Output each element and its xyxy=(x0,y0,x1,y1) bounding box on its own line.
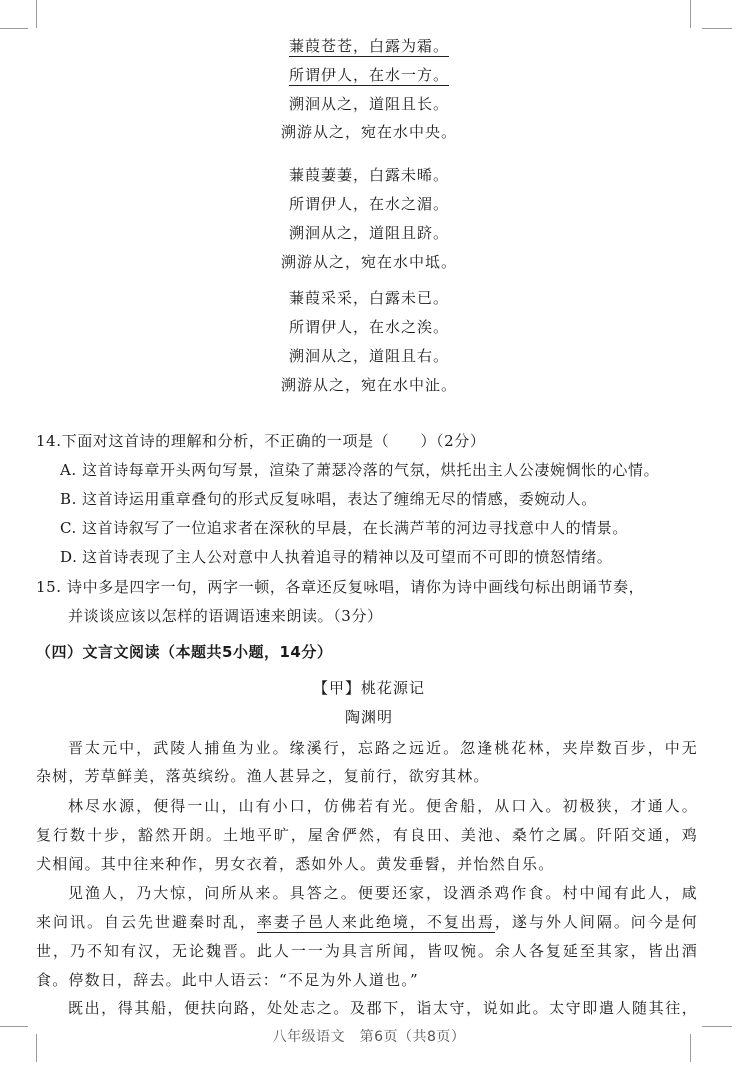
option-b xyxy=(60,489,597,509)
section-heading: （四）文言文阅读（本题共5小题，14分） xyxy=(36,643,333,661)
option-text: 这首诗叙写了一位追求者在深秋的早晨，在长满芦苇的河边寻找意中人的情景。 xyxy=(82,519,629,537)
crop-mark-top-left xyxy=(0,0,40,40)
paragraph-3-line: 见渔人，乃大惊，问所从来。具答之。便要还家，设酒杀鸡作食。村中闻有此人，咸 xyxy=(68,884,698,902)
option-c xyxy=(60,518,628,538)
paragraph-2-line: 复行数十步，豁然开朗。土地平旷，屋舍俨然，有良田、美池、桑竹之属。阡陌交通，鸡 xyxy=(36,826,698,844)
paragraph-1-line: 杂树，芳草鲜美，落英缤纷。渔人甚异之，复前行，欲穷其林。 xyxy=(36,767,490,785)
poem-line xyxy=(0,36,738,56)
passage-author: 陶渊明 xyxy=(344,708,393,726)
paragraph-3-line: 食。停数日，辞去。此中人语云：“不足为外人道也。” xyxy=(36,971,419,989)
poem-line xyxy=(0,65,738,85)
poem-line: 蒹葭采采，白露未已。 xyxy=(288,289,449,307)
paragraph-1-line: 晋太元中，武陵人捕鱼为业。缘溪行，忘路之远近。忽逢桃花林，夹岸数百步，中无 xyxy=(68,739,698,757)
paragraph-3-line: 世，乃不知有汉，无论魏晋。此人一一为具言所闻，皆叹惋。余人各复延至其家，皆出酒 xyxy=(36,942,698,960)
poem-line: 所谓伊人，在水之涘。 xyxy=(288,318,449,336)
text-segment: 来问讯。自云先世避秦时乱， xyxy=(36,913,257,931)
poem-line: 溯洄从之，道阻且右。 xyxy=(288,347,449,365)
option-a xyxy=(60,460,659,480)
passage-title: 【甲】桃花源记 xyxy=(312,679,425,697)
poem-line: 溯游从之，宛在水中央。 xyxy=(280,123,457,141)
option-label: D. xyxy=(60,548,78,566)
underlined-line: 所谓伊人，在水一方。 xyxy=(288,66,449,84)
option-label: C. xyxy=(60,519,77,537)
poem-line: 溯游从之，宛在水中坻。 xyxy=(280,253,457,271)
underlined-line: 蒹葭苍苍，白露为霜。 xyxy=(288,37,449,55)
page-footer: 八年级语文 第6页（共8页） xyxy=(272,1029,466,1045)
paragraph-4-line: 既出，得其船，便扶向路，处处志之。及郡下，诣太守，说如此。太守即遣人随其往， xyxy=(68,999,698,1017)
question-15-line-1: 15. 诗中多是四字一句，两字一顿，各章还反复咏唱，请你为诗中画线句标出朗诵节奏， xyxy=(36,578,645,596)
question-15-line-2: 并谈谈应该以怎样的语调语速来朗读。（3分） xyxy=(68,607,383,625)
option-text: 这首诗运用重章叠句的形式反复咏唱，表达了缠绵无尽的情感，委婉动人。 xyxy=(82,490,597,508)
poem-line: 溯洄从之，道阻且长。 xyxy=(288,95,449,113)
question-14-stem: 14.下面对这首诗的理解和分析，不正确的一项是（ ）（2分） xyxy=(36,432,486,450)
poem-line: 所谓伊人，在水之湄。 xyxy=(288,195,449,213)
poem-line: 溯游从之，宛在水中沚。 xyxy=(280,376,457,394)
poem-line: 蒹葭萋萋，白露未晞。 xyxy=(288,166,449,184)
option-text: 这首诗表现了主人公对意中人执着追寻的精神以及可望而不可即的愤怒情绪。 xyxy=(82,548,613,566)
option-label: A. xyxy=(60,461,77,479)
text-segment: ，遂与外人间隔。问今是何 xyxy=(494,913,698,931)
option-text: 这首诗每章开头两句写景，渲染了萧瑟冷落的气氛，烘托出主人公凄婉惆怅的心情。 xyxy=(82,461,660,479)
paragraph-3-line xyxy=(36,908,698,936)
poem-line: 溯洄从之，道阻且跻。 xyxy=(288,224,449,242)
crop-mark-top-right xyxy=(690,0,738,40)
paragraph-2-line: 林尽水源，便得一山，山有小口，仿佛若有光。便舍船，从口入。初极狭，才通人。 xyxy=(68,797,698,815)
underlined-sentence: 率妻子邑人来此绝境，不复出焉 xyxy=(256,913,495,931)
option-d xyxy=(60,547,612,567)
paragraph-2-line: 犬相闻。其中往来种作，男女衣着，悉如外人。黄发垂髫，并怡然自乐。 xyxy=(36,855,555,873)
option-label: B. xyxy=(60,490,77,508)
